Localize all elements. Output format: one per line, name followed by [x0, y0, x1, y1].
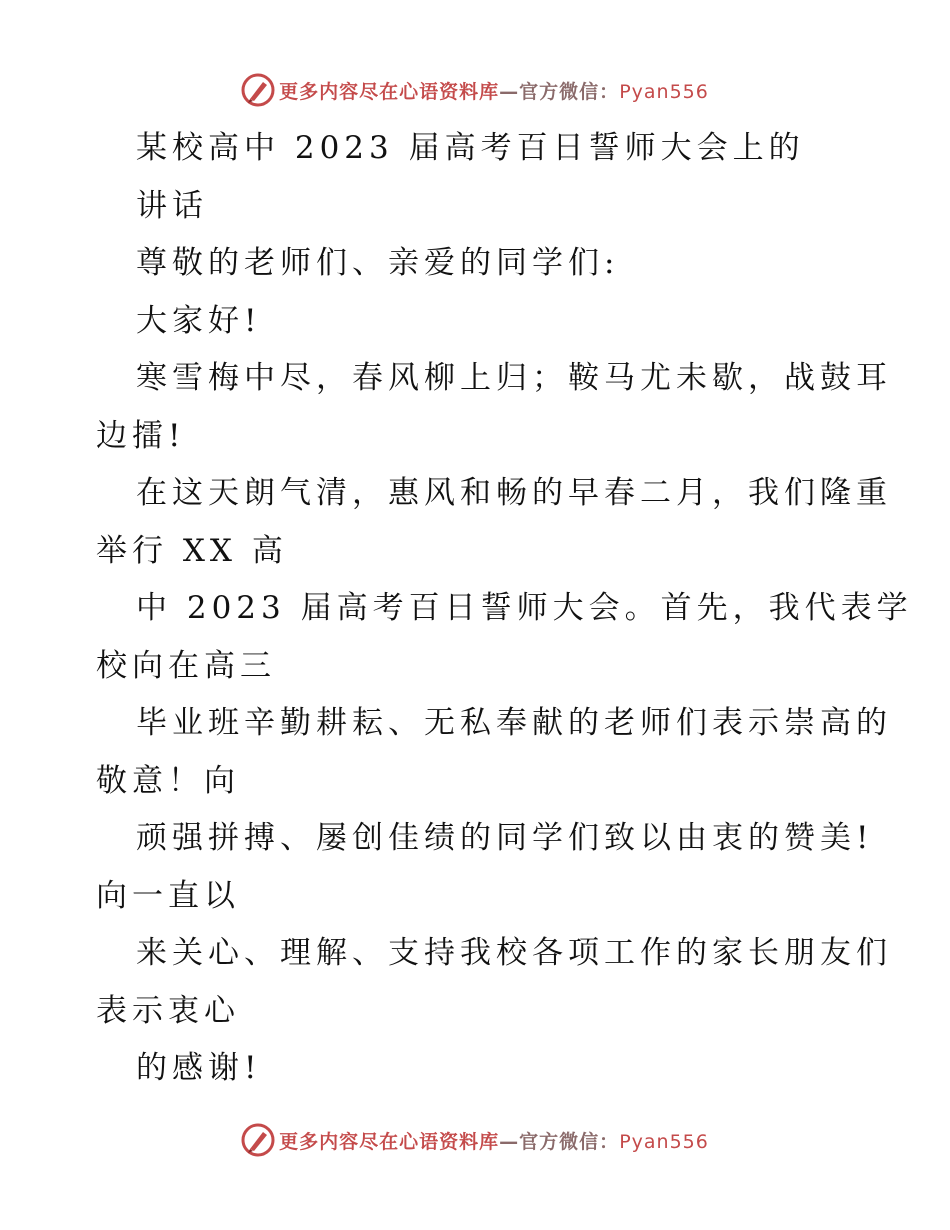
- paragraph-line: 来关心、理解、支持我校各项工作的家长朋友们: [136, 935, 892, 971]
- pen-logo-icon: [241, 1123, 275, 1157]
- banner-title: 更多内容尽在心语资料库: [279, 80, 500, 103]
- paragraph-line: 表示衷心: [96, 992, 240, 1029]
- title-line-2: 讲话: [136, 187, 208, 224]
- paragraph-line: 的感谢!: [136, 1050, 262, 1086]
- paragraph-line: 敬意！向: [96, 762, 240, 799]
- paragraph-line: 毕业班辛勤耕耘、无私奉献的老师们表示崇高的: [136, 705, 892, 741]
- title-line-1: 某校高中 2023 届高考百日誓师大会上的: [136, 130, 805, 166]
- pen-logo-icon: [241, 73, 275, 107]
- paragraph-line: 在这天朗气清，惠风和畅的早春二月，我们隆重: [136, 475, 892, 511]
- salutation: 尊敬的老师们、亲爱的同学们:: [136, 245, 620, 281]
- document-body: [96, 120, 913, 1098]
- banner-wechat-id: Pyan556: [619, 80, 709, 103]
- paragraph-line: 顽强拼搏、屡创佳绩的同学们致以由衷的赞美!: [136, 820, 874, 856]
- paragraph-line: 寒雪梅中尽，春风柳上归；鞍马尤未歇，战鼓耳: [136, 360, 892, 396]
- paragraph-line: 向一直以: [96, 877, 240, 914]
- banner-wechat-label: 官方微信：: [519, 1130, 620, 1153]
- paragraph-line: 中 2023 届高考百日誓师大会。首先，我代表学: [136, 590, 913, 626]
- header-banner: [0, 70, 950, 110]
- greeting: 大家好!: [136, 302, 262, 339]
- banner-separator: —: [499, 1130, 520, 1153]
- footer-banner: [0, 1120, 950, 1160]
- paragraph-line: 举行 XX 高: [96, 532, 288, 569]
- banner-separator: —: [499, 80, 520, 103]
- paragraph-line: 校向在高三: [96, 647, 276, 684]
- banner-title: 更多内容尽在心语资料库: [279, 1130, 500, 1153]
- banner-wechat-label: 官方微信：: [519, 80, 620, 103]
- paragraph-line: 边擂!: [96, 417, 186, 454]
- banner-wechat-id: Pyan556: [619, 1130, 709, 1153]
